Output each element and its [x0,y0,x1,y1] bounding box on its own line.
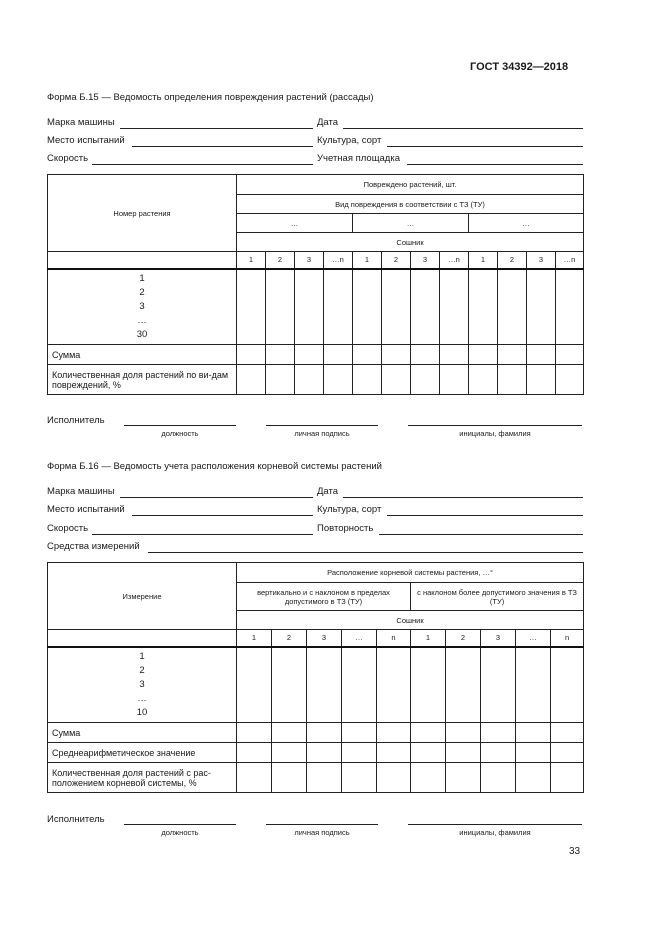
sum-row-label: Сумма [48,723,237,743]
group-b-header: с наклоном более допустимого значения в ТЗ (ТУ) [411,583,584,611]
place-field[interactable] [132,515,313,516]
data-cell[interactable] [469,365,498,395]
measurement-number: 10 [136,706,148,718]
form-b16-title: Форма Б.16 — Ведомость учета расположения корневой системы растений [47,461,382,472]
data-cell[interactable] [266,365,295,395]
crop-label: Культура, сорт [317,504,382,515]
col-header: 1 [237,252,266,269]
name-caption: инициалы, фамилия [459,828,531,837]
document-code: ГОСТ 34392—2018 [470,61,569,73]
form-b16-row-3 [47,523,583,536]
measurement-header: Измерение [48,563,237,630]
data-cell[interactable] [411,345,440,365]
machine-field[interactable] [120,128,313,129]
speed-label: Скорость [47,523,89,534]
data-cell[interactable] [307,723,342,743]
machine-label: Марка машины [47,117,115,128]
crop-field[interactable] [387,146,583,147]
data-cell[interactable] [498,269,527,345]
data-cell[interactable] [498,365,527,395]
form-b16-row-4 [47,541,583,554]
crop-field[interactable] [387,515,583,516]
instruments-label: Средства измерений [47,541,140,552]
speed-label: Скорость [47,153,89,164]
data-cell[interactable] [237,269,266,345]
col-header: 2 [272,630,307,647]
col-header: 3 [481,630,516,647]
repeat-label: Повторность [317,523,374,534]
data-cell[interactable] [377,763,411,793]
data-cell[interactable] [295,345,324,365]
form-b16-table [47,562,584,793]
data-cell[interactable] [551,763,584,793]
coulter-header: Сошник [237,233,584,252]
form-b15-table [47,174,584,395]
form-b15-row-2 [47,135,583,148]
form-b15-title: Форма Б.15 — Ведомость определения повреждения растений (рассады) [47,92,374,103]
data-cell[interactable] [411,763,446,793]
header-blank-cell [48,630,237,647]
plot-label: Учетная площадка [317,153,400,164]
data-cell[interactable] [516,763,551,793]
plant-number: 30 [136,328,148,340]
data-cell[interactable] [272,743,307,763]
data-cell[interactable] [237,345,266,365]
data-cell[interactable] [481,763,516,793]
form-b15-row-3 [47,153,583,166]
data-cell[interactable] [307,743,342,763]
share-row-label: Количественная доля растений по ви-дам повреждений, % [48,365,237,395]
data-cell[interactable] [481,647,516,723]
measurement-number: … [137,692,147,704]
data-cell[interactable] [353,269,382,345]
data-cell[interactable] [295,365,324,395]
data-cell[interactable] [551,743,584,763]
root-position-header: Расположение корневой системы растения, …° [237,563,584,583]
col-header: 2 [266,252,295,269]
data-cell[interactable] [411,269,440,345]
repeat-field[interactable] [379,534,583,535]
name-field[interactable] [408,824,582,825]
data-cell[interactable] [556,345,584,365]
data-cell[interactable] [272,647,307,723]
col-header: 3 [411,252,440,269]
sum-row-label: Сумма [48,345,237,365]
data-cell[interactable] [411,365,440,395]
data-cell[interactable] [324,269,353,345]
plot-field[interactable] [407,164,583,165]
machine-field[interactable] [120,497,313,498]
col-header: n [377,630,411,647]
col-header: 1 [411,630,446,647]
data-cell[interactable] [527,345,556,365]
position-caption: должность [161,828,199,837]
data-cell[interactable] [446,763,481,793]
col-header: 1 [237,630,272,647]
data-cell[interactable] [440,269,469,345]
coulter-header: Сошник [237,611,584,630]
data-cell[interactable] [295,269,324,345]
data-cell[interactable] [272,723,307,743]
col-header: 3 [307,630,342,647]
col-header: 1 [353,252,382,269]
plant-number: 2 [139,286,145,298]
mean-row-label: Среднеарифметическое значение [48,743,237,763]
data-cell[interactable] [353,345,382,365]
data-cell[interactable] [516,723,551,743]
instruments-field[interactable] [148,552,583,553]
data-cell[interactable] [342,743,377,763]
data-cell[interactable] [556,365,584,395]
name-caption: инициалы, фамилия [459,429,531,438]
date-field[interactable] [343,128,583,129]
col-header: 3 [295,252,324,269]
damage-group-3: … [469,214,584,233]
signature-caption: личная подпись [294,828,350,837]
data-cell[interactable] [307,763,342,793]
data-cell[interactable] [266,269,295,345]
data-cell[interactable] [377,723,411,743]
group-a-header: вертикально и с наклоном в пределах допустимого в ТЗ (ТУ) [237,583,411,611]
data-cell[interactable] [377,647,411,723]
col-header: n [551,630,584,647]
form-b16-row-2 [47,504,583,517]
data-cell[interactable] [324,365,353,395]
signature-field[interactable] [266,824,378,825]
col-header: … [516,630,551,647]
speed-field[interactable] [92,534,313,535]
data-cell[interactable] [411,647,446,723]
measurement-number: 1 [139,650,145,662]
data-cell[interactable] [237,743,272,763]
place-field[interactable] [132,146,313,147]
data-cell[interactable] [556,269,584,345]
measurement-number: 3 [139,678,145,690]
data-cell[interactable] [516,743,551,763]
data-cell[interactable] [446,743,481,763]
machine-label: Марка машины [47,486,115,497]
position-caption: должность [161,429,199,438]
data-cell[interactable] [342,647,377,723]
data-cell[interactable] [551,723,584,743]
form-b16-row-1 [47,486,583,499]
signature-caption: личная подпись [294,429,350,438]
plant-number-header: Номер растения [48,175,237,252]
data-cell[interactable] [237,723,272,743]
col-header: …n [324,252,353,269]
data-cell[interactable] [353,365,382,395]
data-cell[interactable] [440,365,469,395]
data-cell[interactable] [342,723,377,743]
measurement-numbers [48,647,237,723]
data-cell[interactable] [469,269,498,345]
plant-number: … [137,314,147,326]
signature-field[interactable] [266,425,378,426]
col-header: …n [556,252,584,269]
data-cell[interactable] [237,647,272,723]
executor-label: Исполнитель [47,415,105,426]
data-cell[interactable] [527,365,556,395]
page-number: 33 [569,846,581,857]
col-header: 2 [446,630,481,647]
col-header: 1 [469,252,498,269]
date-field[interactable] [343,497,583,498]
plant-numbers [48,269,237,345]
data-cell[interactable] [377,743,411,763]
name-field[interactable] [408,425,582,426]
data-cell[interactable] [411,723,446,743]
col-header: 3 [527,252,556,269]
data-cell[interactable] [342,763,377,793]
data-cell[interactable] [446,723,481,743]
data-cell[interactable] [498,345,527,365]
date-label: Дата [317,486,339,497]
data-cell[interactable] [527,269,556,345]
data-cell[interactable] [551,647,584,723]
data-cell[interactable] [481,743,516,763]
data-cell[interactable] [440,345,469,365]
data-cell[interactable] [272,763,307,793]
share-row-label: Количественная доля растений с рас-положением корневой системы, % [48,763,237,793]
damage-group-1: … [237,214,353,233]
data-cell[interactable] [516,647,551,723]
data-cell[interactable] [446,647,481,723]
damaged-header: Повреждено растений, шт. [237,175,584,195]
data-cell[interactable] [469,345,498,365]
crop-label: Культура, сорт [317,135,382,146]
data-cell[interactable] [237,365,266,395]
damage-type-header: Вид повреждения в соответствии с ТЗ (ТУ) [237,195,584,214]
position-field[interactable] [124,425,236,426]
data-cell[interactable] [382,269,411,345]
place-label: Место испытаний [47,504,125,515]
col-header: …n [440,252,469,269]
measurement-number: 2 [139,664,145,676]
damage-group-2: … [353,214,469,233]
speed-field[interactable] [92,164,313,165]
date-label: Дата [317,117,339,128]
data-cell[interactable] [382,365,411,395]
data-cell[interactable] [481,723,516,743]
plant-number: 3 [139,300,145,312]
data-cell[interactable] [411,743,446,763]
data-cell[interactable] [266,345,295,365]
col-header: 2 [382,252,411,269]
data-cell[interactable] [324,345,353,365]
col-header: … [342,630,377,647]
executor-label: Исполнитель [47,814,105,825]
data-cell[interactable] [237,763,272,793]
plant-number: 1 [139,272,145,284]
data-cell[interactable] [307,647,342,723]
position-field[interactable] [124,824,236,825]
header-blank-cell [48,252,237,269]
col-header: 2 [498,252,527,269]
place-label: Место испытаний [47,135,125,146]
form-b15-row-1 [47,117,583,130]
data-cell[interactable] [382,345,411,365]
